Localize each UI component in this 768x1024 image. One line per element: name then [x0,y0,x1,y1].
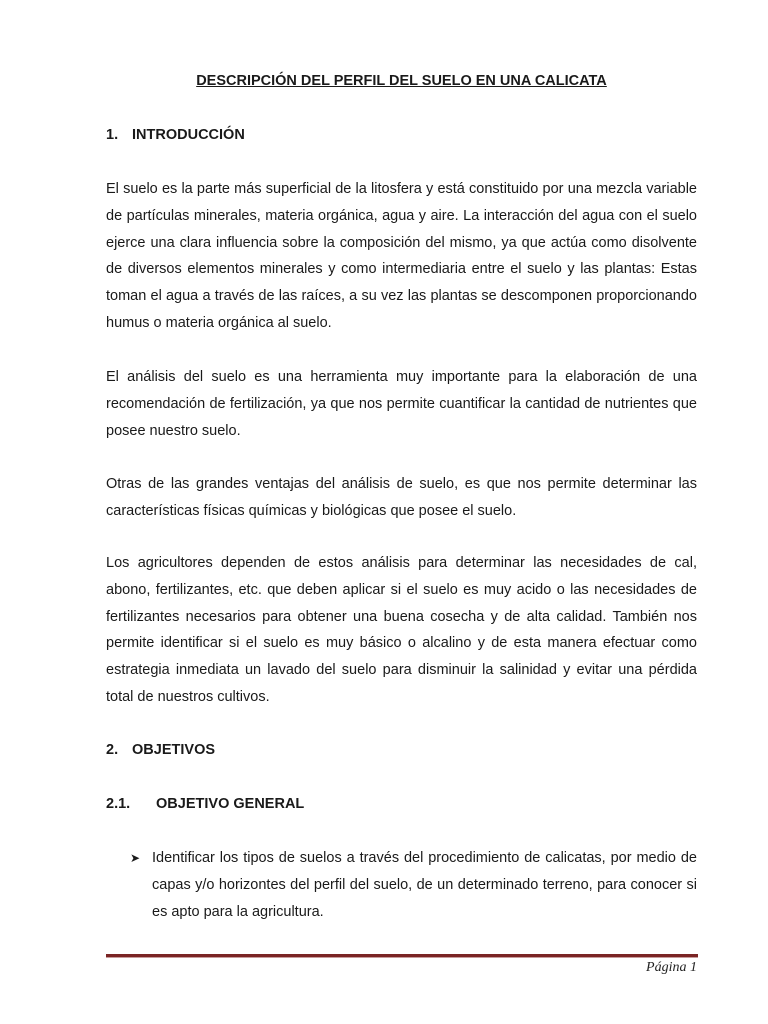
document-title: DESCRIPCIÓN DEL PERFIL DEL SUELO EN UNA CALICATA [196,73,607,89]
section-heading-introduccion [106,124,245,146]
section-title: OBJETIVOS [132,742,216,758]
paragraph-3: Otras de las grandes ventajas del análisis de suelo, es que nos permite determinar las características físicas químicas y biológicas que posee el suelo. [106,476,697,519]
section-number: 1. [106,127,119,143]
section-title: INTRODUCCIÓN [132,127,245,143]
page-number: Página 1 [646,960,697,975]
subsection-number: 2.1. [106,796,131,812]
paragraph-4: Los agricultores dependen de estos análisis para determinar las necesidades de cal, abono, fertilizantes, etc. que deben aplicar si el suelo es muy acido o las necesidades de fertilizantes necesarios para obtener una buena cosecha y de alta calidad. También nos permite identificar si el suelo es muy básico o alcalino y de esta manera efectuar como estrategia inmediata un lavado del suelo para disminuir la salinidad y evitar una pérdida total de nuestros cultivos. [106,555,697,705]
bullet-text: Identificar los tipos de suelos a través del procedimiento de calicatas, por medio de capas y/o horizontes del perfil del suelo, de un determinado terreno, para conocer si es apto para la agricultura. [152,850,697,920]
footer-rule [106,954,698,958]
subsection-title: OBJETIVO GENERAL [156,796,305,812]
subsection-heading-objetivo-general [106,793,304,815]
paragraph-1: El suelo es la parte más superficial de la litosfera y está constituido por una mezcla variable de partículas minerales, materia orgánica, agua y aire. La interacción del agua con el suelo ejerce una clara influencia sobre la composición del mismo, ya que actúa como disolvente de diversos elementos minerales y como intermediaria entre el suelo y las plantas: Estas toman el agua a través de las raíces, a su vez las plantas se descomponen proporcionando humus o materia orgánica al suelo. [106,181,697,331]
paragraph-2: El análisis del suelo es una herramienta muy importante para la elaboración de una recomendación de fertilización, ya que nos permite cuantificar la cantidad de nutrientes que posee nuestro suelo. [106,369,697,439]
arrow-bullet-icon: ➤ [130,851,141,865]
section-heading-objetivos [106,739,215,761]
bullet-item [130,845,697,926]
section-number: 2. [106,742,119,758]
